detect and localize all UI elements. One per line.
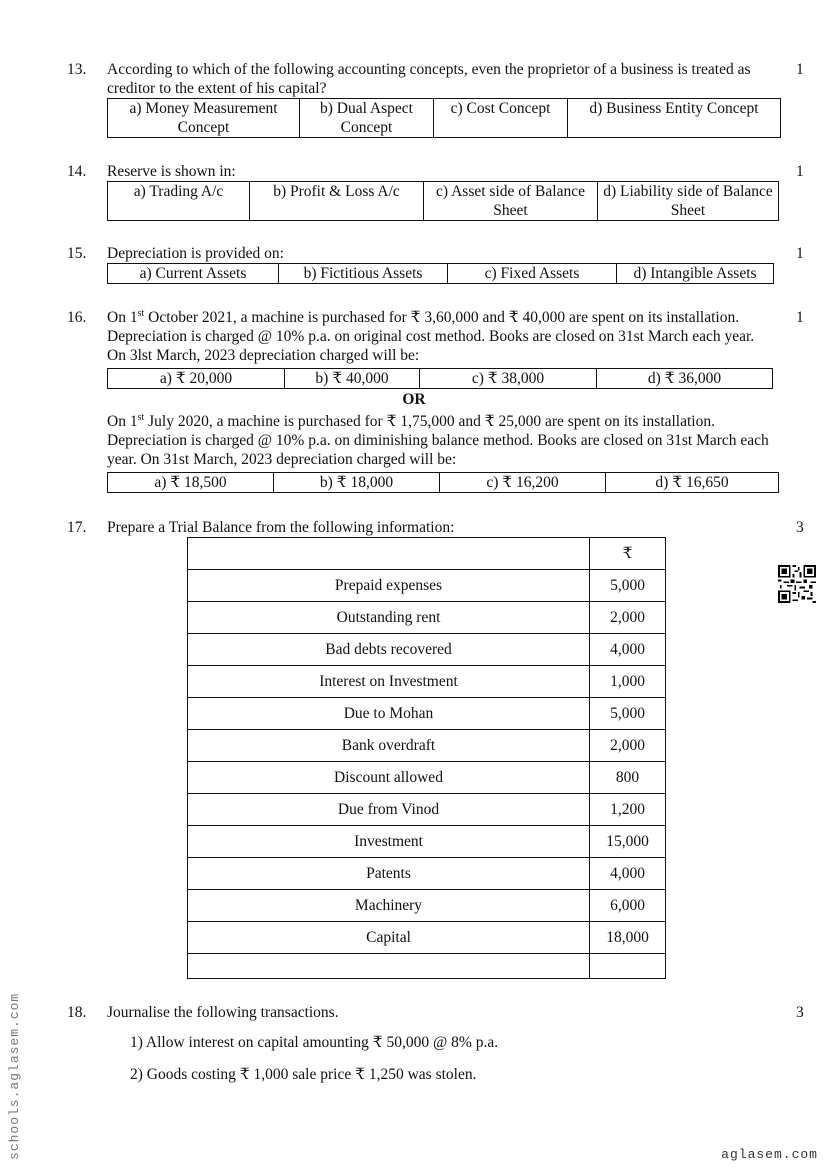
account-amount: 6,000 xyxy=(590,890,666,922)
particulars-header xyxy=(188,538,590,570)
account-amount: 2,000 xyxy=(590,730,666,762)
marks: 3 xyxy=(796,519,804,536)
question-text: On 1st July 2020, a machine is purchased for ₹ 1,75,000 and ₹ 25,000 are spent on its installation. Depreciation is charged @ 10% p.a. on diminishing balance method. Books are closed on 31st March each year. On 31st March, 2023 depreciation charged will be: xyxy=(107,411,769,468)
marks: 1 xyxy=(796,61,804,78)
table-row xyxy=(188,570,666,602)
option-a: a) Trading A/c xyxy=(108,182,250,221)
currency-header: ₹ xyxy=(590,538,666,570)
marks: 1 xyxy=(796,245,804,262)
account-name: Discount allowed xyxy=(188,762,590,794)
account-name: Machinery xyxy=(188,890,590,922)
or-separator: OR xyxy=(402,391,426,408)
question-text: According to which of the following accounting concepts, even the proprietor of a business is treated as creditor to the extent of his capital? xyxy=(107,61,751,97)
account-amount: 800 xyxy=(590,762,666,794)
question-number: 13. xyxy=(67,61,87,78)
option-d: d) Business Entity Concept xyxy=(568,99,781,138)
transaction-item: 1) Allow interest on capital amounting ₹ 50,000 @ 8% p.a. xyxy=(130,1034,499,1051)
table-row xyxy=(188,858,666,890)
question-text: Depreciation is provided on: xyxy=(107,245,284,262)
marks: 1 xyxy=(796,163,804,180)
marks: 3 xyxy=(796,1004,804,1021)
table-row xyxy=(188,666,666,698)
option-c: c) Asset side of Balance Sheet xyxy=(424,182,598,221)
question-number: 16. xyxy=(67,309,87,326)
account-amount: 2,000 xyxy=(590,602,666,634)
question-number: 14. xyxy=(67,163,87,180)
option-c: c) ₹ 16,200 xyxy=(440,473,606,493)
account-amount: 4,000 xyxy=(590,634,666,666)
options-table-14 xyxy=(107,181,779,221)
option-d: d) Liability side of Balance Sheet xyxy=(598,182,779,221)
account-amount: 5,000 xyxy=(590,698,666,730)
qr-code xyxy=(777,565,817,603)
option-b: b) Dual Aspect Concept xyxy=(300,99,434,138)
options-table-13 xyxy=(107,98,781,138)
account-name: Outstanding rent xyxy=(188,602,590,634)
account-amount: 18,000 xyxy=(590,922,666,954)
question-text: Prepare a Trial Balance from the following information: xyxy=(107,519,455,536)
option-d: d) Intangible Assets xyxy=(617,264,774,284)
table-row xyxy=(188,602,666,634)
account-amount: 4,000 xyxy=(590,858,666,890)
account-amount: 15,000 xyxy=(590,826,666,858)
option-c: c) Fixed Assets xyxy=(448,264,617,284)
account-name: Capital xyxy=(188,922,590,954)
side-watermark: schools.aglasem.com xyxy=(7,992,22,1160)
options-table-16a xyxy=(107,368,773,389)
table-row-empty xyxy=(188,954,666,979)
table-row xyxy=(188,826,666,858)
option-d: d) ₹ 36,000 xyxy=(597,369,773,389)
empty-cell xyxy=(590,954,666,979)
transaction-item: 2) Goods costing ₹ 1,000 sale price ₹ 1,250 was stolen. xyxy=(130,1066,477,1083)
option-b: b) ₹ 18,000 xyxy=(274,473,440,493)
table-row xyxy=(188,890,666,922)
account-name: Patents xyxy=(188,858,590,890)
table-row xyxy=(188,730,666,762)
trial-balance-table xyxy=(187,537,666,979)
option-c: c) Cost Concept xyxy=(434,99,568,138)
option-b: b) ₹ 40,000 xyxy=(285,369,420,389)
account-name: Due from Vinod xyxy=(188,794,590,826)
table-row xyxy=(188,794,666,826)
empty-cell xyxy=(188,954,590,979)
account-name: Due to Mohan xyxy=(188,698,590,730)
account-name: Interest on Investment xyxy=(188,666,590,698)
option-a: a) Current Assets xyxy=(108,264,279,284)
question-text: On 1st October 2021, a machine is purchased for ₹ 3,60,000 and ₹ 40,000 are spent on its installation. Depreciation is charged @ 10% p.a. on original cost method. Books are closed on 31st March each year. On 3lst March, 2023 depreciation charged will be: xyxy=(107,307,755,364)
question-text: Reserve is shown in: xyxy=(107,163,236,180)
options-table-16b xyxy=(107,472,779,493)
option-a: a) ₹ 20,000 xyxy=(108,369,285,389)
option-b: b) Fictitious Assets xyxy=(279,264,448,284)
option-a: a) Money Measurement Concept xyxy=(108,99,300,138)
account-name: Bank overdraft xyxy=(188,730,590,762)
question-number: 17. xyxy=(67,519,87,536)
table-row xyxy=(188,698,666,730)
question-number: 15. xyxy=(67,245,87,262)
bottom-watermark: aglasem.com xyxy=(721,1147,818,1162)
account-amount: 5,000 xyxy=(590,570,666,602)
account-amount: 1,000 xyxy=(590,666,666,698)
question-number: 18. xyxy=(67,1004,87,1021)
question-text: Journalise the following transactions. xyxy=(107,1004,339,1021)
table-row xyxy=(188,762,666,794)
table-row xyxy=(188,922,666,954)
table-row xyxy=(188,634,666,666)
account-name: Bad debts recovered xyxy=(188,634,590,666)
account-name: Prepaid expenses xyxy=(188,570,590,602)
account-name: Investment xyxy=(188,826,590,858)
option-b: b) Profit & Loss A/c xyxy=(250,182,424,221)
option-d: d) ₹ 16,650 xyxy=(606,473,779,493)
table-header-row xyxy=(188,538,666,570)
option-c: c) ₹ 38,000 xyxy=(420,369,597,389)
options-table-15 xyxy=(107,263,774,284)
account-amount: 1,200 xyxy=(590,794,666,826)
marks: 1 xyxy=(796,309,804,326)
option-a: a) ₹ 18,500 xyxy=(108,473,274,493)
